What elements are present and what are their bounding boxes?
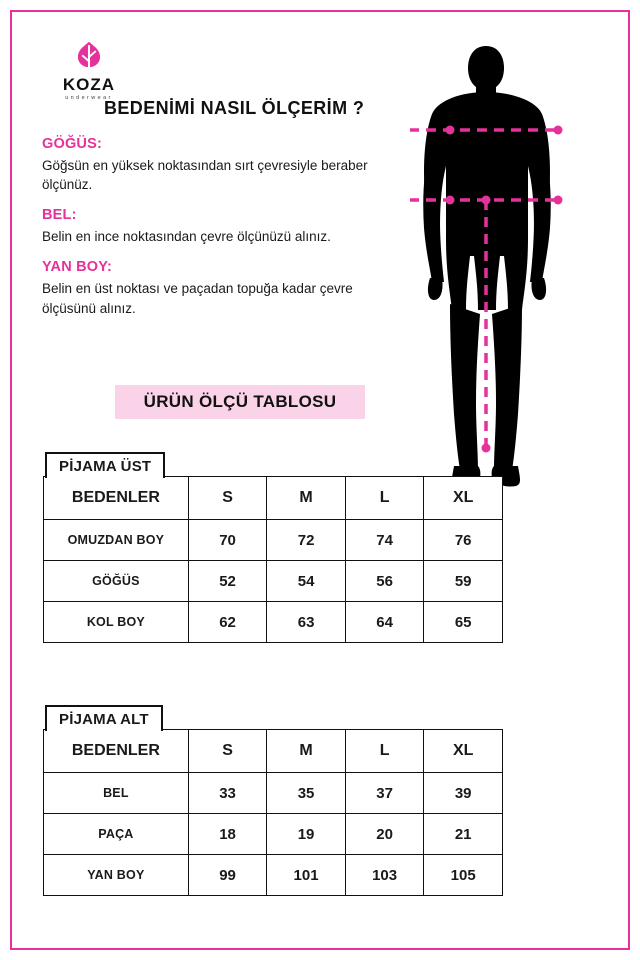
waist-measure-dot (446, 196, 455, 205)
column-header: M (267, 730, 346, 773)
body-silhouette-icon (410, 42, 610, 502)
cell-value: 37 (345, 773, 424, 814)
pajama-top-size-table (43, 452, 503, 643)
instruction-text: Belin en üst noktası ve paçadan topuğa kadar çevre ölçüsünü alınız. (42, 281, 353, 316)
body-figure-illustration (410, 42, 610, 502)
instruction-label: BEL: (42, 207, 77, 224)
row-label: PAÇA (44, 814, 189, 855)
brand-logo (34, 40, 144, 101)
measurement-instructions (42, 136, 402, 331)
page-frame (10, 10, 630, 950)
table-row (44, 773, 503, 814)
cell-value: 103 (345, 855, 424, 896)
table-row (44, 561, 503, 602)
cell-value: 65 (424, 602, 503, 643)
brand-tagline: underwear (65, 95, 113, 101)
cell-value: 21 (424, 814, 503, 855)
cell-value: 99 (188, 855, 267, 896)
table-tag: PİJAMA ALT (45, 705, 163, 731)
cell-value: 70 (188, 520, 267, 561)
cell-value: 59 (424, 561, 503, 602)
size-table (43, 476, 503, 643)
koza-leaf-icon (72, 40, 106, 74)
cell-value: 74 (345, 520, 424, 561)
cell-value: 76 (424, 520, 503, 561)
waist-measure-dot (554, 196, 563, 205)
table-row (44, 602, 503, 643)
cell-value: 101 (267, 855, 346, 896)
cell-value: 64 (345, 602, 424, 643)
column-header: BEDENLER (44, 730, 189, 773)
table-header-row (44, 477, 503, 520)
row-label: GÖĞÜS (44, 561, 189, 602)
row-label: BEL (44, 773, 189, 814)
chest-measure-dot (446, 126, 455, 135)
column-header: M (267, 477, 346, 520)
column-header: L (345, 730, 424, 773)
table-row (44, 520, 503, 561)
cell-value: 63 (267, 602, 346, 643)
table-tag: PİJAMA ÜST (45, 452, 165, 478)
pajama-bottom-size-table (43, 705, 503, 896)
cell-value: 19 (267, 814, 346, 855)
page-title: BEDENİMİ NASIL ÖLÇERİM ? (104, 98, 365, 118)
instruction-block (42, 207, 402, 246)
row-label: OMUZDAN BOY (44, 520, 189, 561)
cell-value: 33 (188, 773, 267, 814)
table-row (44, 855, 503, 896)
cell-value: 72 (267, 520, 346, 561)
instruction-text: Belin en ince noktasından çevre ölçünüzü alınız. (42, 229, 331, 245)
column-header: S (188, 477, 267, 520)
instruction-block (42, 259, 402, 317)
chest-measure-dot (554, 126, 563, 135)
instruction-label: YAN BOY: (42, 259, 113, 276)
cell-value: 54 (267, 561, 346, 602)
cell-value: 39 (424, 773, 503, 814)
table-row (44, 814, 503, 855)
column-header: S (188, 730, 267, 773)
column-header: XL (424, 730, 503, 773)
column-header: XL (424, 477, 503, 520)
column-header: L (345, 477, 424, 520)
size-table (43, 729, 503, 896)
cell-value: 35 (267, 773, 346, 814)
table-header-row (44, 730, 503, 773)
brand-name: KOZA (62, 75, 116, 94)
row-label: KOL BOY (44, 602, 189, 643)
cell-value: 105 (424, 855, 503, 896)
cell-value: 62 (188, 602, 267, 643)
cell-value: 20 (345, 814, 424, 855)
row-label: YAN BOY (44, 855, 189, 896)
cell-value: 18 (188, 814, 267, 855)
product-size-table-banner (115, 385, 365, 419)
column-header: BEDENLER (44, 477, 189, 520)
side-length-measure-dot (482, 196, 491, 205)
instruction-text: Göğsün en yüksek noktasından sırt çevresiyle beraber ölçünüz. (42, 158, 368, 193)
instruction-label: GÖĞÜS: (42, 136, 103, 152)
cell-value: 52 (188, 561, 267, 602)
cell-value: 56 (345, 561, 424, 602)
instruction-block (42, 136, 402, 194)
banner-label: ÜRÜN ÖLÇÜ TABLOSU (143, 392, 337, 411)
